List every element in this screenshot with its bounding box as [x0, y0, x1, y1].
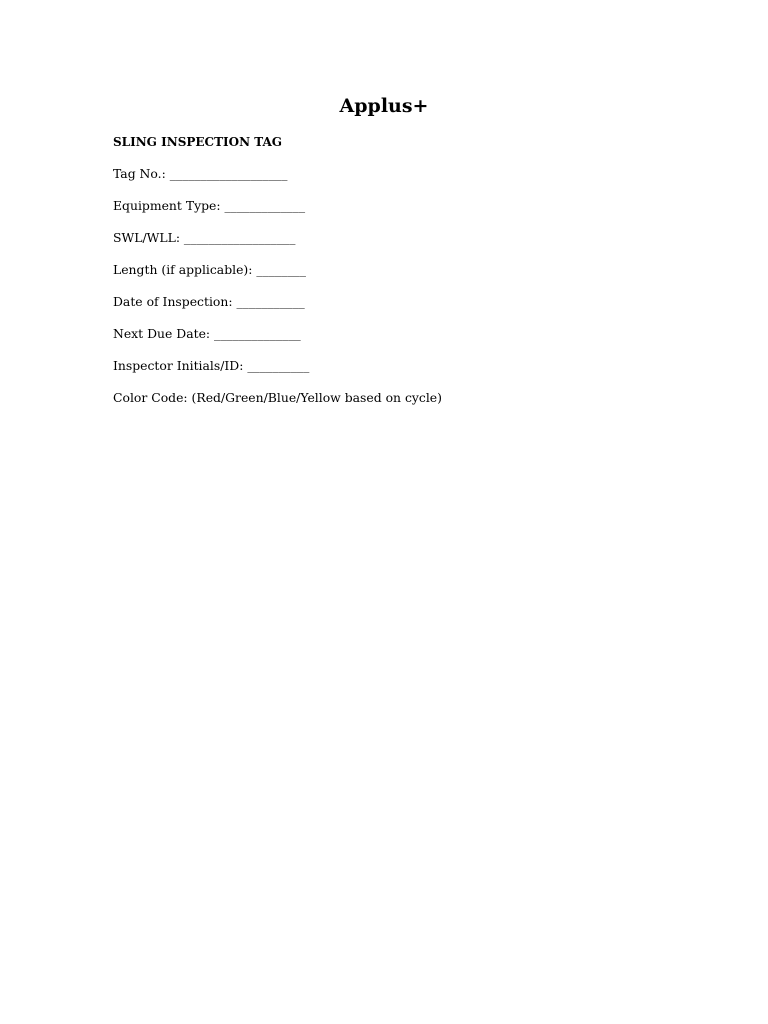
- inspector-initials-field: Inspector Initials/ID: __________: [113, 358, 310, 373]
- color-code-field: Color Code: (Red/Green/Blue/Yellow based on cycle): [113, 390, 442, 405]
- equipment-type-field: Equipment Type: _____________: [113, 198, 306, 213]
- tag-number-field: Tag No.: ___________________: [113, 166, 288, 181]
- length-field: Length (if applicable): ________: [113, 262, 306, 277]
- date-of-inspection-field: Date of Inspection: ___________: [113, 294, 305, 309]
- document-title: Applus+: [339, 95, 429, 117]
- swl-wll-field: SWL/WLL: __________________: [113, 230, 296, 245]
- form-heading: SLING INSPECTION TAG: [113, 135, 283, 149]
- next-due-date-field: Next Due Date: ______________: [113, 326, 301, 341]
